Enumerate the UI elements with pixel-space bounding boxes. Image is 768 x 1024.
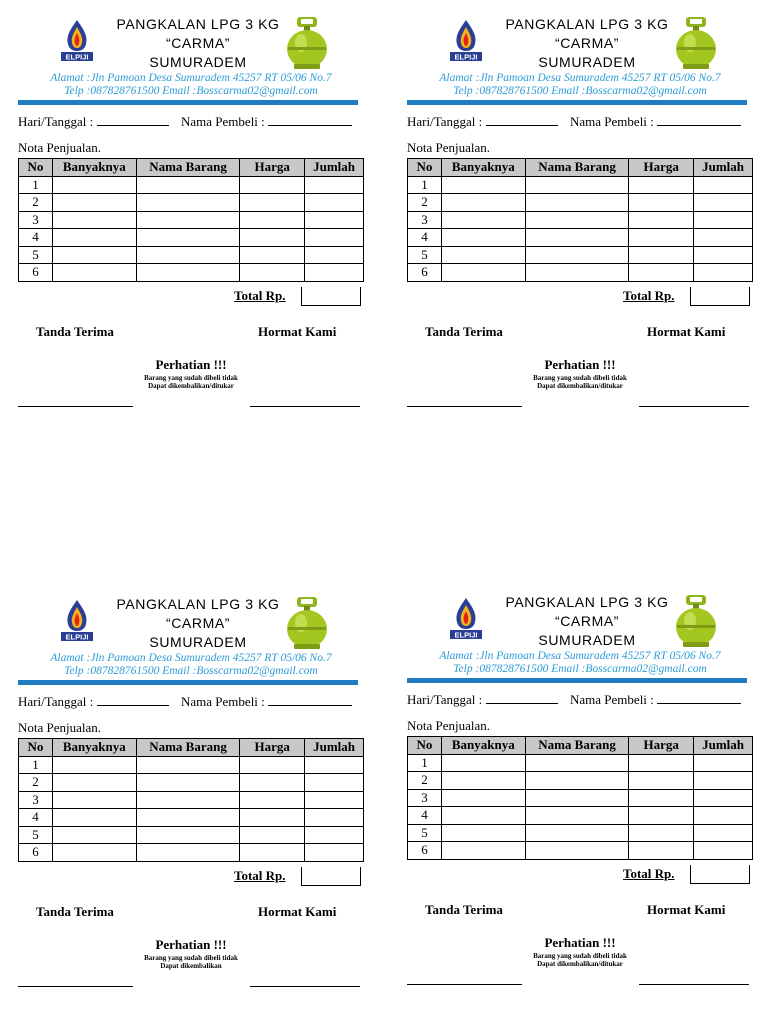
table-cell[interactable] — [525, 789, 629, 807]
table-cell[interactable] — [240, 211, 305, 229]
shop-name: “CARMA” — [554, 35, 620, 51]
row-number: 1 — [19, 176, 53, 194]
table-cell[interactable] — [694, 807, 753, 825]
table-cell[interactable] — [52, 246, 136, 264]
shop-name: “CARMA” — [165, 35, 231, 51]
table-cell[interactable] — [525, 229, 629, 247]
sign-right-label: Hormat Kami — [258, 904, 337, 919]
nota-label: Nota Penjualan. — [407, 140, 491, 155]
warning-text — [18, 954, 364, 970]
buyer-label: Nama Pembeli : — [181, 694, 265, 709]
table-row — [408, 772, 753, 790]
shop-name: “CARMA” — [554, 613, 620, 629]
column-header: Harga — [240, 739, 305, 757]
date-field[interactable] — [97, 114, 169, 126]
table-body — [408, 176, 753, 281]
table-cell[interactable] — [305, 774, 364, 792]
sales-note — [18, 596, 364, 1016]
table-cell[interactable] — [629, 807, 694, 825]
table-cell[interactable] — [441, 194, 525, 212]
buyer-label: Nama Pembeli : — [570, 114, 654, 129]
signature-line-right[interactable] — [250, 406, 360, 407]
table-cell[interactable] — [305, 756, 364, 774]
shop-name: “CARMA” — [165, 615, 231, 631]
nota-label: Nota Penjualan. — [18, 720, 102, 735]
table-cell[interactable] — [629, 246, 694, 264]
row-number: 2 — [19, 774, 53, 792]
warning-line-2: Dapat dikembalikan/ditukar — [537, 382, 623, 390]
total-field[interactable] — [690, 287, 750, 306]
row-number: 5 — [19, 826, 53, 844]
header-divider — [407, 678, 747, 683]
header-divider — [407, 100, 747, 105]
total-field[interactable] — [690, 865, 750, 884]
table-row — [408, 789, 753, 807]
table-row — [408, 229, 753, 247]
warning-line-1: Barang yang sudah dibeli tidak — [144, 954, 238, 962]
table-cell[interactable] — [136, 194, 240, 212]
table-cell[interactable] — [525, 842, 629, 860]
column-header: Harga — [629, 159, 694, 177]
table-cell[interactable] — [441, 211, 525, 229]
row-number: 5 — [408, 824, 442, 842]
table-cell[interactable] — [441, 754, 525, 772]
table-cell[interactable] — [136, 176, 240, 194]
table-cell[interactable] — [305, 229, 364, 247]
table-cell[interactable] — [305, 194, 364, 212]
buyer-field[interactable] — [268, 694, 352, 706]
row-number: 6 — [408, 842, 442, 860]
date-buyer-row — [407, 114, 741, 130]
table-cell[interactable] — [52, 211, 136, 229]
buyer-field[interactable] — [657, 114, 741, 126]
table-cell[interactable] — [305, 844, 364, 862]
table-cell[interactable] — [629, 842, 694, 860]
table-cell[interactable] — [525, 246, 629, 264]
column-header: No — [408, 159, 442, 177]
shop-contact: Telp :087828761500 Email :Bosscarma02@gmail.com — [453, 663, 707, 675]
row-number: 1 — [19, 756, 53, 774]
logo-text: ELPIJI — [65, 52, 89, 62]
table-cell[interactable] — [694, 264, 753, 282]
buyer-field[interactable] — [657, 692, 741, 704]
sales-note — [407, 16, 753, 436]
table-row — [19, 194, 364, 212]
date-label: Hari/Tanggal : — [18, 114, 94, 129]
date-buyer-row — [18, 694, 352, 710]
warning-title: Perhatian !!! — [155, 357, 227, 372]
column-header: Banyaknya — [52, 159, 136, 177]
table-cell[interactable] — [694, 176, 753, 194]
table-cell[interactable] — [629, 194, 694, 212]
buyer-field[interactable] — [268, 114, 352, 126]
table-cell[interactable] — [240, 809, 305, 827]
table-cell[interactable] — [52, 194, 136, 212]
row-number: 1 — [408, 176, 442, 194]
table-cell[interactable] — [52, 229, 136, 247]
sign-right-label: Hormat Kami — [647, 324, 726, 339]
table-cell[interactable] — [629, 264, 694, 282]
warning-text — [18, 374, 364, 390]
column-header: Banyaknya — [441, 159, 525, 177]
items-table — [407, 736, 753, 860]
column-header: Harga — [629, 737, 694, 755]
row-number: 5 — [408, 246, 442, 264]
shop-title: PANGKALAN LPG 3 KG — [116, 596, 280, 612]
table-cell[interactable] — [525, 264, 629, 282]
shop-place: SUMURADEM — [149, 634, 247, 650]
table-cell[interactable] — [441, 824, 525, 842]
logo-text: ELPIJI — [454, 630, 478, 640]
table-cell[interactable] — [525, 754, 629, 772]
table-row — [408, 754, 753, 772]
column-header: Nama Barang — [525, 159, 629, 177]
table-cell[interactable] — [441, 176, 525, 194]
header-divider — [18, 100, 358, 105]
table-cell[interactable] — [694, 754, 753, 772]
shop-place: SUMURADEM — [149, 54, 247, 70]
column-header: Nama Barang — [136, 159, 240, 177]
column-header: Banyaknya — [441, 737, 525, 755]
table-cell[interactable] — [305, 826, 364, 844]
row-number: 1 — [408, 754, 442, 772]
table-cell[interactable] — [52, 809, 136, 827]
shop-address: Alamat :Jln Pamoan Desa Sumuradem 45257 RT 05/06 No.7 — [50, 72, 332, 84]
warning-line-2: Dapat dikembalikan/ditukar — [537, 960, 623, 968]
table-cell[interactable] — [52, 844, 136, 862]
warning-line-2: Dapat dikembalikan/ditukar — [148, 382, 234, 390]
buyer-label: Nama Pembeli : — [570, 692, 654, 707]
shop-place: SUMURADEM — [538, 632, 636, 648]
table-cell[interactable] — [52, 264, 136, 282]
warning-title: Perhatian !!! — [155, 937, 227, 952]
table-cell[interactable] — [629, 754, 694, 772]
column-header: Jumlah — [305, 159, 364, 177]
table-row — [19, 264, 364, 282]
table-cell[interactable] — [305, 809, 364, 827]
table-cell[interactable] — [629, 229, 694, 247]
warning-line-1: Barang yang sudah dibeli tidak — [144, 374, 238, 382]
row-number: 2 — [19, 194, 53, 212]
signature-line-left[interactable] — [18, 986, 133, 987]
column-header: No — [19, 739, 53, 757]
row-number: 6 — [19, 844, 53, 862]
table-row — [408, 194, 753, 212]
table-cell[interactable] — [240, 791, 305, 809]
table-row — [408, 824, 753, 842]
table-cell[interactable] — [441, 229, 525, 247]
table-cell[interactable] — [52, 791, 136, 809]
warning-line-1: Barang yang sudah dibeli tidak — [533, 374, 627, 382]
warning-title: Perhatian !!! — [544, 935, 616, 950]
table-cell[interactable] — [629, 824, 694, 842]
sign-left-label: Tanda Terima — [36, 904, 114, 919]
table-cell[interactable] — [240, 194, 305, 212]
table-cell[interactable] — [136, 264, 240, 282]
column-header: Nama Barang — [525, 737, 629, 755]
logo-text: ELPIJI — [65, 632, 89, 642]
table-cell[interactable] — [136, 809, 240, 827]
column-header: Jumlah — [305, 739, 364, 757]
table-cell[interactable] — [441, 772, 525, 790]
items-table — [407, 158, 753, 282]
row-number: 4 — [19, 809, 53, 827]
table-cell[interactable] — [694, 772, 753, 790]
table-cell[interactable] — [525, 824, 629, 842]
row-number: 5 — [19, 246, 53, 264]
date-label: Hari/Tanggal : — [407, 692, 483, 707]
shop-title: PANGKALAN LPG 3 KG — [116, 16, 280, 32]
shop-place: SUMURADEM — [538, 54, 636, 70]
table-cell[interactable] — [525, 807, 629, 825]
table-cell[interactable] — [525, 176, 629, 194]
table-row — [19, 826, 364, 844]
date-label: Hari/Tanggal : — [18, 694, 94, 709]
table-row — [408, 176, 753, 194]
warning-line-1: Barang yang sudah dibeli tidak — [533, 952, 627, 960]
table-cell[interactable] — [694, 824, 753, 842]
date-label: Hari/Tanggal : — [407, 114, 483, 129]
date-buyer-row — [407, 692, 741, 708]
shop-address: Alamat :Jln Pamoan Desa Sumuradem 45257 RT 05/06 No.7 — [50, 652, 332, 664]
table-cell[interactable] — [136, 844, 240, 862]
shop-title: PANGKALAN LPG 3 KG — [505, 594, 669, 610]
items-table — [18, 158, 364, 282]
signature-line-right[interactable] — [639, 406, 749, 407]
shop-address: Alamat :Jln Pamoan Desa Sumuradem 45257 RT 05/06 No.7 — [439, 650, 721, 662]
row-number: 6 — [408, 264, 442, 282]
nota-label: Nota Penjualan. — [407, 718, 491, 733]
table-cell[interactable] — [240, 246, 305, 264]
table-cell[interactable] — [52, 756, 136, 774]
table-cell[interactable] — [136, 756, 240, 774]
column-header: No — [408, 737, 442, 755]
table-row — [19, 246, 364, 264]
row-number: 4 — [408, 807, 442, 825]
table-cell[interactable] — [694, 789, 753, 807]
warning-text — [407, 952, 753, 968]
signature-line-right[interactable] — [250, 986, 360, 987]
table-row — [408, 842, 753, 860]
table-cell[interactable] — [52, 176, 136, 194]
table-cell[interactable] — [136, 229, 240, 247]
table-cell[interactable] — [240, 826, 305, 844]
table-body — [408, 754, 753, 859]
table-cell[interactable] — [305, 211, 364, 229]
table-header-row — [408, 159, 753, 177]
table-cell[interactable] — [441, 842, 525, 860]
table-cell[interactable] — [525, 211, 629, 229]
header-divider — [18, 680, 358, 685]
sign-left-label: Tanda Terima — [425, 902, 503, 917]
total-label: Total Rp. — [234, 868, 286, 883]
signature-line-left[interactable] — [18, 406, 133, 407]
row-number: 6 — [19, 264, 53, 282]
row-number: 3 — [408, 789, 442, 807]
warning-line-2: Dapat dikembalikan — [160, 962, 222, 970]
sales-note — [18, 16, 364, 436]
date-field[interactable] — [97, 694, 169, 706]
table-cell[interactable] — [136, 211, 240, 229]
table-row — [19, 756, 364, 774]
total-label: Total Rp. — [623, 288, 675, 303]
shop-contact: Telp :087828761500 Email :Bosscarma02@gmail.com — [453, 85, 707, 97]
table-cell[interactable] — [305, 176, 364, 194]
table-row — [19, 211, 364, 229]
table-cell[interactable] — [305, 264, 364, 282]
table-row — [408, 211, 753, 229]
table-cell[interactable] — [136, 774, 240, 792]
nota-label: Nota Penjualan. — [18, 140, 102, 155]
table-cell[interactable] — [305, 246, 364, 264]
table-cell[interactable] — [525, 772, 629, 790]
table-cell[interactable] — [240, 264, 305, 282]
table-cell[interactable] — [305, 791, 364, 809]
table-cell[interactable] — [136, 826, 240, 844]
row-number: 2 — [408, 772, 442, 790]
column-header: Banyaknya — [52, 739, 136, 757]
table-cell[interactable] — [240, 844, 305, 862]
table-header-row — [19, 739, 364, 757]
table-cell[interactable] — [629, 772, 694, 790]
table-header-row — [19, 159, 364, 177]
table-cell[interactable] — [240, 774, 305, 792]
table-cell[interactable] — [52, 826, 136, 844]
table-cell[interactable] — [629, 176, 694, 194]
table-cell[interactable] — [441, 789, 525, 807]
row-number: 4 — [408, 229, 442, 247]
table-cell[interactable] — [525, 194, 629, 212]
column-header: Jumlah — [694, 737, 753, 755]
table-cell[interactable] — [136, 791, 240, 809]
column-header: Nama Barang — [136, 739, 240, 757]
warning-title: Perhatian !!! — [544, 357, 616, 372]
table-cell[interactable] — [694, 211, 753, 229]
table-cell[interactable] — [52, 774, 136, 792]
buyer-label: Nama Pembeli : — [181, 114, 265, 129]
table-row — [19, 229, 364, 247]
table-cell[interactable] — [694, 246, 753, 264]
logo-text: ELPIJI — [454, 52, 478, 62]
table-cell[interactable] — [694, 229, 753, 247]
total-field[interactable] — [301, 287, 361, 306]
table-body — [19, 756, 364, 861]
signature-line-right[interactable] — [639, 984, 749, 985]
total-field[interactable] — [301, 867, 361, 886]
table-cell[interactable] — [240, 176, 305, 194]
date-field[interactable] — [486, 692, 558, 704]
table-cell[interactable] — [629, 211, 694, 229]
sales-note — [407, 594, 753, 1014]
items-table — [18, 738, 364, 862]
table-row — [408, 246, 753, 264]
warning-text — [407, 374, 753, 390]
signature-line-left[interactable] — [407, 406, 522, 407]
column-header: Harga — [240, 159, 305, 177]
column-header: Jumlah — [694, 159, 753, 177]
table-cell[interactable] — [629, 789, 694, 807]
sign-left-label: Tanda Terima — [425, 324, 503, 339]
table-cell[interactable] — [694, 842, 753, 860]
table-row — [19, 176, 364, 194]
table-cell[interactable] — [441, 807, 525, 825]
table-row — [19, 774, 364, 792]
table-row — [19, 844, 364, 862]
table-header-row — [408, 737, 753, 755]
total-label: Total Rp. — [623, 866, 675, 881]
row-number: 3 — [19, 211, 53, 229]
sign-right-label: Hormat Kami — [647, 902, 726, 917]
table-cell[interactable] — [441, 264, 525, 282]
column-header: No — [19, 159, 53, 177]
table-row — [408, 264, 753, 282]
table-cell[interactable] — [136, 246, 240, 264]
row-number: 3 — [19, 791, 53, 809]
date-field[interactable] — [486, 114, 558, 126]
table-cell[interactable] — [441, 246, 525, 264]
shop-title: PANGKALAN LPG 3 KG — [505, 16, 669, 32]
row-number: 4 — [19, 229, 53, 247]
signature-line-left[interactable] — [407, 984, 522, 985]
table-cell[interactable] — [694, 194, 753, 212]
shop-contact: Telp :087828761500 Email :Bosscarma02@gmail.com — [64, 85, 318, 97]
total-label: Total Rp. — [234, 288, 286, 303]
table-row — [19, 809, 364, 827]
table-row — [19, 791, 364, 809]
row-number: 3 — [408, 211, 442, 229]
date-buyer-row — [18, 114, 352, 130]
table-body — [19, 176, 364, 281]
table-cell[interactable] — [240, 756, 305, 774]
sign-left-label: Tanda Terima — [36, 324, 114, 339]
table-cell[interactable] — [240, 229, 305, 247]
sign-right-label: Hormat Kami — [258, 324, 337, 339]
shop-address: Alamat :Jln Pamoan Desa Sumuradem 45257 RT 05/06 No.7 — [439, 72, 721, 84]
shop-contact: Telp :087828761500 Email :Bosscarma02@gmail.com — [64, 665, 318, 677]
row-number: 2 — [408, 194, 442, 212]
table-row — [408, 807, 753, 825]
